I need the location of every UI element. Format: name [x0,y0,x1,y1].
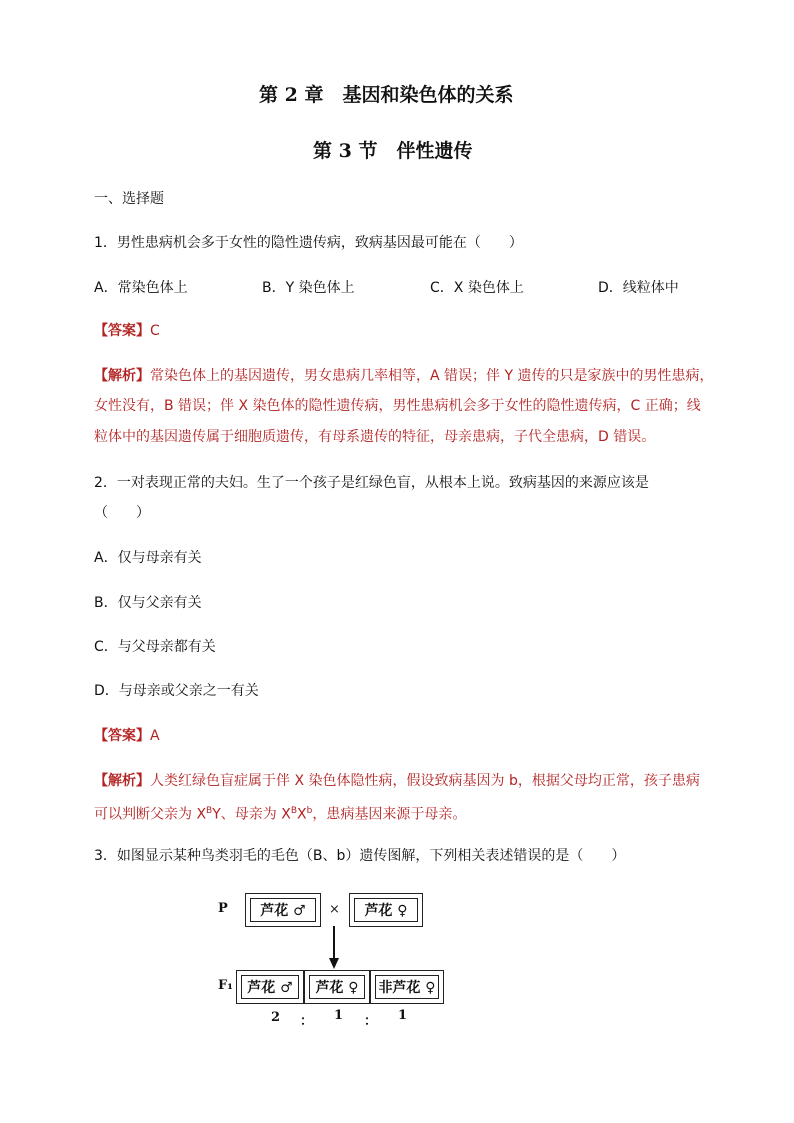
q1-option-d: D．线粒体中 [598,280,679,296]
q1-option-b: B．Y 染色体上 [262,280,355,296]
cross-arrow [326,926,342,970]
part-heading: 一、选择题 [94,191,164,207]
q1-answer [94,321,160,341]
q1-answer-label: 【答案】 [94,323,150,339]
q2-option-b: B．仅与父亲有关 [94,595,202,611]
q2-option-d: D．与母亲或父亲之一有关 [94,683,259,699]
q2-stem-line-2: （ ） [94,505,150,521]
child-3-box [370,970,444,1004]
section-title: 第 3 节 伴性遗传 [313,140,473,162]
child-1-box [236,970,304,1004]
ratio-3: 1 [398,1008,408,1023]
q2-answer-label: 【答案】 [94,728,150,744]
child-2-label: 芦花 ♀ [309,975,365,999]
ratio-2: 1 [334,1008,344,1023]
q2-analysis-line-2: 可以判断父亲为 $X^BY$、母亲为 $X^BX^b$，患病基因来源于母亲。 [94,806,467,823]
parent-female-label: 芦花 ♀ [354,898,418,922]
parent-male-box [245,893,321,927]
ratio-1: 2 [271,1010,281,1025]
q2-answer-value: A [150,728,160,744]
q1-analysis-line-1 [94,366,713,386]
q1-option-c: C．X 染色体上 [430,280,524,296]
q1-analysis-label: 【解析】 [94,368,150,384]
parent-male-label: 芦花 ♂ [250,898,316,922]
q1-option-a: A．常染色体上 [94,280,188,296]
parent-female-box [349,893,423,927]
child-2-box [304,970,370,1004]
q1-analysis-line-2: 女性没有，B 错误；伴 X 染色体的隐性遗传病，男性患病机会多于女性的隐性遗传病，C 正确；线 [94,398,701,414]
q2-option-a: A．仅与母亲有关 [94,550,202,566]
q2-stem-line-1: 2．一对表现正常的夫妇。生了一个孩子是红绿色盲，从根本上说。致病基因的来源应该是 [94,475,649,491]
q1-stem: 1．男性患病机会多于女性的隐性遗传病，致病基因最可能在（ ） [94,235,523,251]
q2-option-c: C．与父母亲都有关 [94,639,216,655]
q2-analysis-label: 【解析】 [94,773,150,789]
figure-label-f1: F₁ [218,978,233,993]
chapter-title: 第 2 章 基因和染色体的关系 [259,84,514,106]
q2-analysis-line-1 [94,771,700,791]
figure-label-p: P [218,901,228,916]
q1-answer-value: C [150,323,160,339]
q3-stem: 3．如图显示某种鸟类羽毛的毛色（B、b）遗传图解，下列相关表述错误的是（ ） [94,848,626,864]
q1-analysis-line-3: 粒体中的基因遗传属于细胞质遗传，有母系遗传的特征，母亲患病，子代全患病，D 错误。 [94,429,656,445]
q2-answer [94,726,160,746]
ratio-sep-2: ： [364,1014,378,1029]
cross-symbol: × [329,902,340,917]
q1-analysis-text: 常染色体上的基因遗传，男女患病几率相等，A 错误；伴 Y 遗传的只是家族中的男性患病， [150,368,714,384]
child-1-label: 芦花 ♂ [241,975,299,999]
q2-analysis-text: 人类红绿色盲症属于伴 X 染色体隐性病，假设致病基因为 b，根据父母均正常，孩子患病 [150,773,700,789]
child-3-label: 非芦花 ♀ [375,975,439,999]
ratio-sep-1: ： [300,1014,314,1029]
